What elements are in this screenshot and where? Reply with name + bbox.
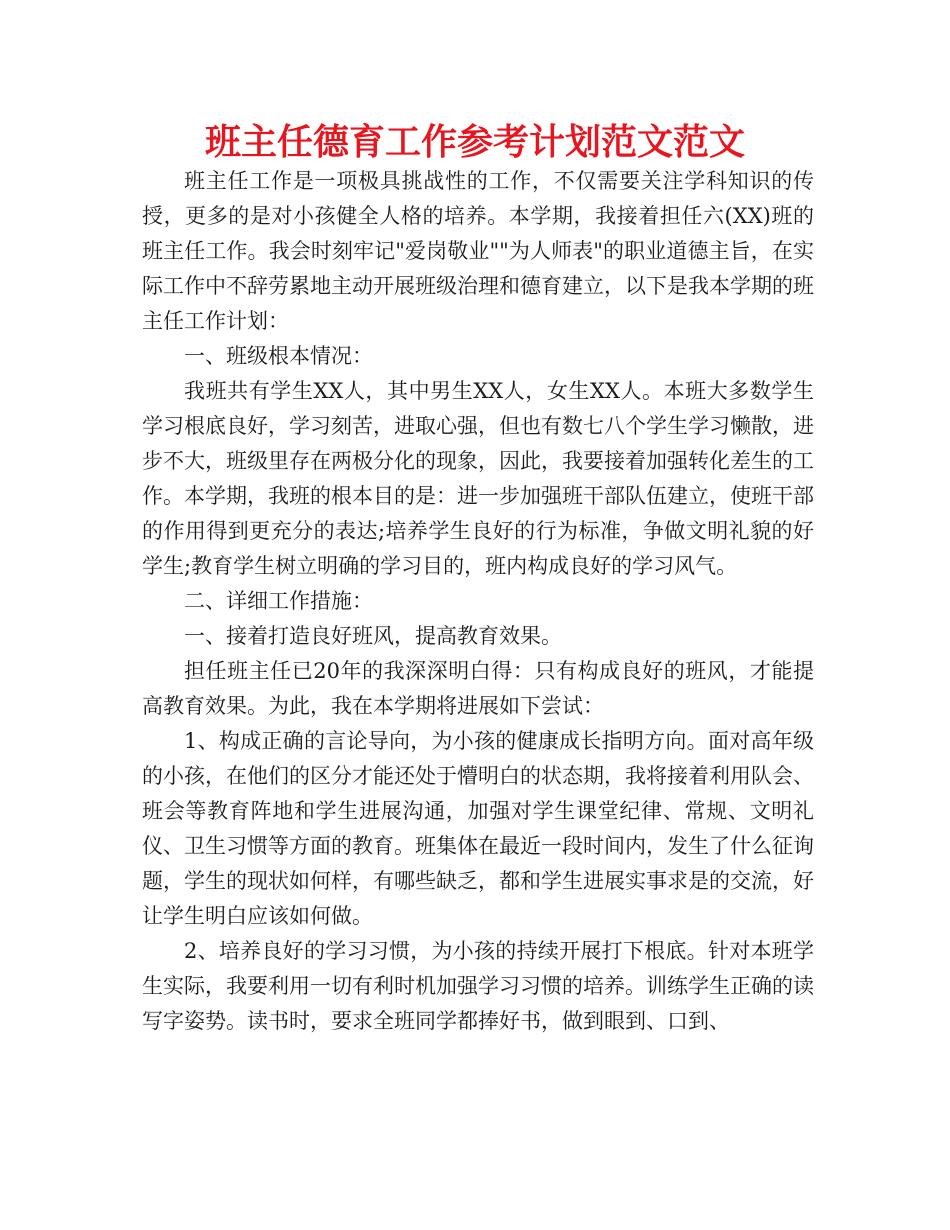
paragraph-class-situation: 我班共有学生XX人，其中男生XX人，女生XX人。本班大多数学生学习根底良好，学习刻苦，进取心强，但也有数七八个学生学习懒散，进步不大，班级里存在两极分化的现象，因此，我要接着加强转化差生的工作。本学期，我班的根本目的是：进一步加强班干部队伍建立，使班干部的作用得到更充分的表达;培养学生良好的行为标准，争做文明礼貌的好学生;教育学生树立明确的学习目的，班内构成良好的学习风气。 bbox=[142, 379, 814, 578]
paragraph-class-style: 担任班主任已20年的我深深明白得：只有构成良好的班风，才能提高教育效果。为此，我在本学期将进展如下尝试： bbox=[142, 659, 814, 718]
document-body bbox=[142, 164, 814, 1039]
document-title: 班主任德育工作参考计划范文范文 bbox=[204, 122, 745, 163]
heading-work-measures: 二、详细工作措施： bbox=[184, 589, 373, 613]
heading-class-style: 一、接着打造良好班风，提高教育效果。 bbox=[184, 624, 562, 648]
paragraph-measure-1: 1、构成正确的言论导向，为小孩的健康成长指明方向。面对高年级的小孩，在他们的区分才能还处于懵明白的状态期，我将接着利用队会、班会等教育阵地和学生进展沟通，加强对学生课堂纪律、常规、文明礼仪、卫生习惯等方面的教育。班集体在最近一段时间内，发生了什么征询题，学生的现状如何样，有哪些缺乏，都和学生进展实事求是的交流，好让学生明白应该如何做。 bbox=[142, 729, 814, 928]
heading-class-situation: 一、班级根本情况： bbox=[184, 344, 373, 368]
paragraph-intro: 班主任工作是一项极具挑战性的工作，不仅需要关注学科知识的传授，更多的是对小孩健全人格的培养。本学期，我接着担任六(XX)班的班主任工作。我会时刻牢记"爱岗敬业""为人师表"的职业道德主旨，在实际工作中不辞劳累地主动开展班级治理和德育建立，以下是我本学期的班主任工作计划： bbox=[142, 169, 814, 333]
paragraph-measure-2: 2、培养良好的学习习惯，为小孩的持续开展打下根底。针对本班学生实际，我要利用一切有利时机加强学习习惯的培养。训练学生正确的读写字姿势。读书时，要求全班同学都捧好书，做到眼到、口到、 bbox=[142, 939, 814, 1033]
